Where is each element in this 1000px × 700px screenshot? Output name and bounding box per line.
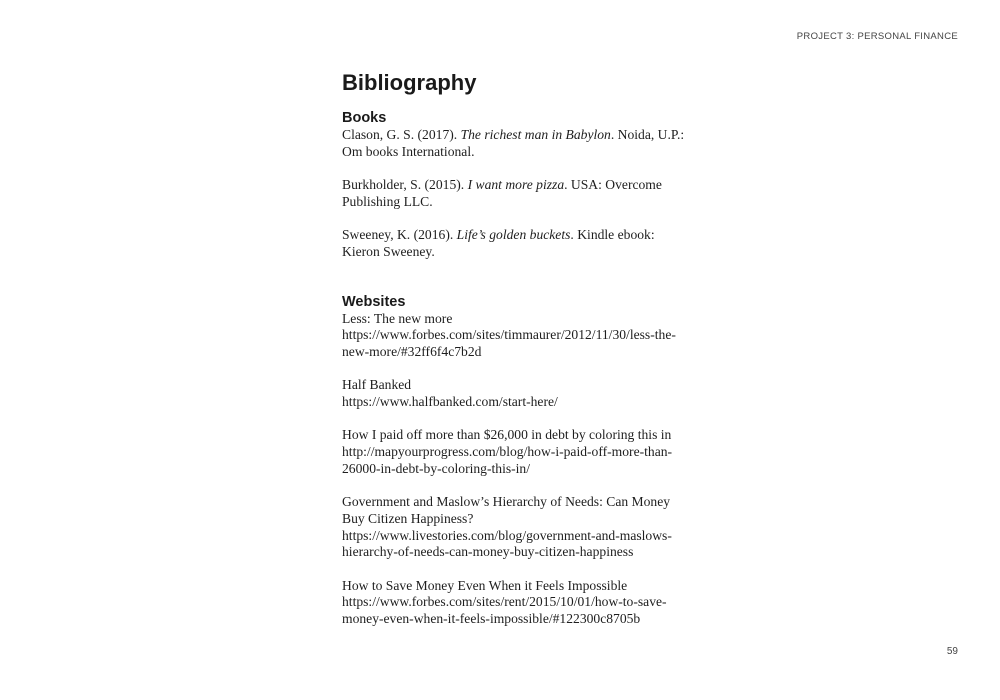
website-title: Less: The new more: [342, 310, 453, 326]
websites-list: [342, 311, 692, 628]
website-url[interactable]: https://www.halfbanked.com/start-here/: [342, 394, 558, 410]
books-list: [342, 127, 692, 261]
website-entry: [342, 494, 692, 561]
website-title: Half Banked: [342, 377, 412, 393]
book-publisher: . Kindle ebook: Kieron Sweeney.: [342, 227, 655, 259]
book-entry: [342, 177, 692, 210]
website-entry: [342, 311, 692, 361]
book-title: The richest man in Babylon: [460, 127, 611, 142]
websites-heading: Websites: [342, 293, 406, 310]
website-url[interactable]: https://www.forbes.com/sites/rent/2015/10/01/how-to-save-money-even-when-it-feels-impossible/#122300c8705b: [342, 594, 667, 627]
website-url[interactable]: https://www.livestories.com/blog/government-and-maslows-hierarchy-of-needs-can-money-buy-citizen-happiness: [342, 527, 672, 560]
book-publisher: . Noida, U.P.: Om books International.: [342, 127, 685, 159]
website-title: How I paid off more than $26,000 in debt by coloring this in: [342, 427, 672, 443]
book-publisher: . USA: Overcome Publishing LLC.: [342, 177, 662, 209]
book-title: Life’s golden buckets: [456, 227, 571, 243]
book-author: Sweeney, K. (2016).: [342, 227, 457, 243]
website-entry: [342, 427, 692, 477]
bibliography-content: [342, 68, 692, 628]
page-number: 59: [946, 646, 958, 657]
book-title: I want more pizza: [467, 177, 565, 193]
website-url[interactable]: http://mapyourprogress.com/blog/how-i-paid-off-more-than-26000-in-debt-by-coloring-this-in/: [342, 444, 673, 476]
books-heading: Books: [342, 110, 387, 126]
header-section-tag: PROJECT 3: PERSONAL FINANCE: [796, 31, 958, 42]
book-entry: [342, 127, 692, 160]
book-author: Clason, G. S. (2017).: [342, 127, 461, 142]
website-entry: [342, 377, 692, 410]
website-url[interactable]: https://www.forbes.com/sites/timmaurer/2012/11/30/less-the-new-more/#32ff6f4c7b2d: [342, 327, 676, 359]
website-entry: [342, 578, 692, 628]
website-title: Government and Maslow’s Hierarchy of Needs: Can Money Buy Citizen Happiness?: [342, 494, 671, 526]
book-author: Burkholder, S. (2015).: [342, 177, 468, 193]
book-entry: [342, 227, 692, 260]
website-title: How to Save Money Even When it Feels Impossible: [342, 577, 628, 593]
page-title: Bibliography: [342, 70, 477, 95]
